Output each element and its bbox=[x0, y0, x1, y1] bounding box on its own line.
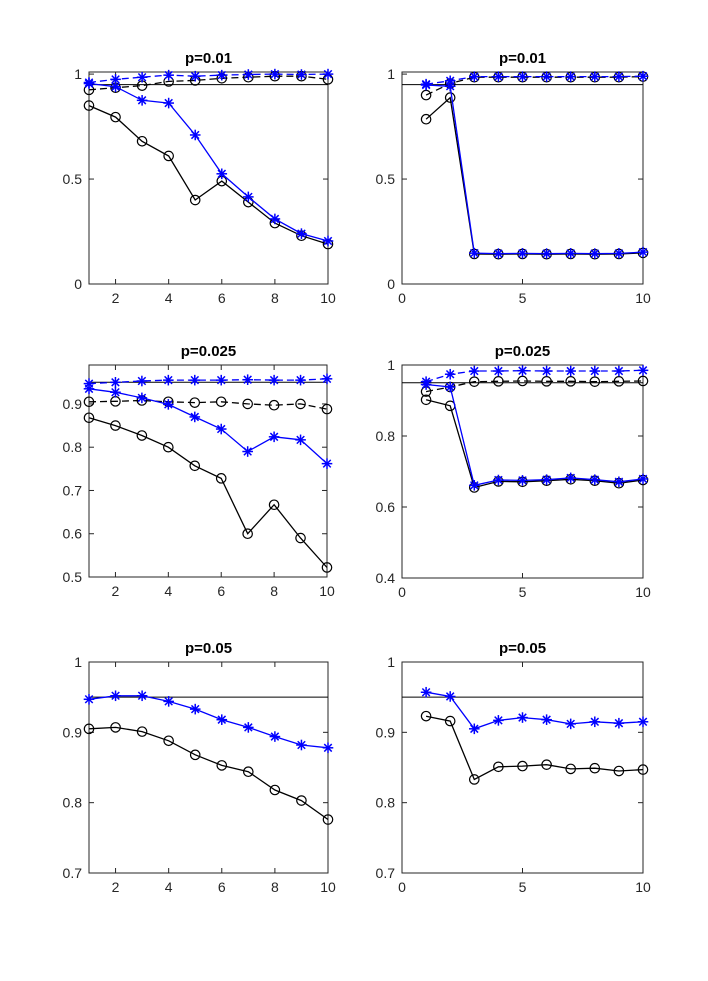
asterisk-marker bbox=[110, 387, 121, 398]
asterisk-marker bbox=[493, 475, 504, 486]
x-tick-label: 8 bbox=[270, 879, 279, 895]
series-line bbox=[426, 692, 643, 729]
axis-box bbox=[402, 365, 643, 578]
asterisk-marker bbox=[541, 366, 552, 377]
y-tick-label: 0.9 bbox=[62, 724, 82, 741]
y-tick-label: 0.6 bbox=[62, 525, 82, 542]
series-blue-asterisks-solid bbox=[421, 687, 649, 734]
x-tick-label: 10 bbox=[635, 584, 651, 600]
asterisk-marker bbox=[190, 704, 201, 715]
series-line bbox=[89, 727, 328, 819]
asterisk-marker bbox=[110, 690, 121, 701]
asterisk-marker bbox=[323, 69, 334, 80]
axis-box bbox=[402, 662, 643, 873]
y-tick-label: 0.5 bbox=[375, 171, 395, 188]
asterisk-marker bbox=[517, 475, 528, 486]
asterisk-marker bbox=[445, 382, 456, 393]
series-black-circles-dashed bbox=[84, 71, 332, 94]
x-tick-label: 0 bbox=[398, 584, 406, 600]
asterisk-marker bbox=[614, 366, 625, 377]
asterisk-marker bbox=[270, 69, 281, 80]
y-tick-label: 0.9 bbox=[62, 395, 82, 412]
asterisk-marker bbox=[296, 740, 307, 751]
asterisk-marker bbox=[638, 71, 649, 82]
subplot-p0025-left bbox=[63, 343, 335, 599]
subplot-p005-left bbox=[63, 640, 336, 895]
series-line bbox=[426, 400, 643, 488]
asterisk-marker bbox=[243, 192, 254, 203]
asterisk-marker bbox=[493, 248, 504, 259]
x-tick-label: 5 bbox=[518, 290, 527, 306]
asterisk-marker bbox=[242, 374, 253, 385]
plot-title: p=0.01 bbox=[498, 50, 547, 67]
series-line bbox=[426, 77, 643, 96]
series-line bbox=[426, 98, 643, 255]
series-line bbox=[89, 401, 327, 410]
asterisk-marker bbox=[565, 248, 576, 259]
x-tick-label: 4 bbox=[164, 879, 173, 895]
asterisk-marker bbox=[270, 731, 281, 742]
asterisk-marker bbox=[565, 719, 576, 730]
asterisk-marker bbox=[565, 366, 576, 377]
asterisk-marker bbox=[84, 77, 95, 88]
asterisk-marker bbox=[565, 71, 576, 82]
asterisk-marker bbox=[84, 694, 95, 705]
circle-marker bbox=[421, 711, 430, 720]
asterisk-marker bbox=[137, 376, 148, 387]
x-tick-label: 10 bbox=[635, 879, 651, 895]
asterisk-marker bbox=[638, 474, 649, 485]
asterisk-marker bbox=[469, 71, 480, 82]
asterisk-marker bbox=[323, 236, 334, 247]
y-tick-label: 1 bbox=[387, 654, 395, 670]
asterisk-marker bbox=[163, 70, 174, 81]
asterisk-marker bbox=[541, 248, 552, 259]
asterisk-marker bbox=[638, 716, 649, 727]
asterisk-marker bbox=[590, 71, 601, 82]
y-tick-label: 0.7 bbox=[62, 482, 82, 499]
y-tick-label: 0.6 bbox=[375, 499, 395, 515]
asterisk-marker bbox=[517, 712, 528, 723]
asterisk-marker bbox=[493, 715, 504, 726]
x-tick-label: 2 bbox=[111, 879, 120, 895]
asterisk-marker bbox=[216, 424, 227, 435]
series-black-circles-solid bbox=[84, 723, 332, 825]
asterisk-marker bbox=[190, 71, 201, 82]
asterisk-marker bbox=[469, 724, 480, 735]
y-tick-label: 0.9 bbox=[375, 724, 395, 741]
y-tick-label: 0.5 bbox=[62, 171, 82, 188]
asterisk-marker bbox=[322, 458, 333, 469]
series-line bbox=[89, 389, 327, 464]
asterisk-marker bbox=[590, 248, 601, 259]
asterisk-marker bbox=[517, 365, 528, 376]
x-tick-label: 0 bbox=[398, 290, 406, 306]
asterisk-marker bbox=[243, 722, 254, 733]
asterisk-marker bbox=[190, 130, 201, 141]
x-tick-label: 4 bbox=[164, 290, 173, 306]
series-line bbox=[426, 85, 643, 254]
series-blue-asterisks-solid bbox=[84, 690, 334, 753]
y-tick-label: 0.8 bbox=[375, 428, 395, 444]
asterisk-marker bbox=[590, 474, 601, 485]
subplot-p0025-right bbox=[376, 343, 651, 600]
x-tick-label: 10 bbox=[320, 290, 336, 306]
asterisk-marker bbox=[323, 743, 334, 754]
series-line bbox=[89, 696, 328, 748]
y-tick-label: 1 bbox=[74, 654, 82, 670]
x-tick-label: 10 bbox=[320, 879, 336, 895]
asterisk-marker bbox=[469, 480, 480, 491]
asterisk-marker bbox=[421, 376, 432, 387]
asterisk-marker bbox=[322, 374, 333, 385]
y-tick-label: 0.8 bbox=[62, 439, 82, 456]
subplot-p001-right bbox=[376, 50, 651, 306]
asterisk-marker bbox=[189, 375, 200, 386]
axis-box bbox=[89, 662, 328, 873]
x-tick-label: 0 bbox=[398, 879, 406, 895]
asterisk-marker bbox=[421, 687, 432, 698]
series-line bbox=[89, 84, 328, 242]
series-black-circles-solid bbox=[84, 413, 331, 572]
subplot-p001-left bbox=[63, 50, 336, 306]
asterisk-marker bbox=[614, 71, 625, 82]
asterisk-marker bbox=[590, 366, 601, 377]
asterisk-marker bbox=[614, 718, 625, 729]
y-tick-label: 0.8 bbox=[375, 794, 395, 811]
y-tick-label: 0.7 bbox=[62, 865, 82, 881]
x-tick-label: 6 bbox=[217, 583, 226, 599]
asterisk-marker bbox=[614, 248, 625, 259]
asterisk-marker bbox=[445, 691, 456, 702]
asterisk-marker bbox=[638, 365, 649, 376]
x-tick-label: 4 bbox=[164, 583, 173, 599]
series-line bbox=[426, 716, 643, 779]
asterisk-marker bbox=[189, 412, 200, 423]
plot-title: p=0.05 bbox=[498, 640, 547, 657]
x-tick-label: 2 bbox=[111, 583, 120, 599]
asterisk-marker bbox=[565, 473, 576, 484]
asterisk-marker bbox=[137, 393, 148, 404]
asterisk-marker bbox=[137, 72, 148, 83]
asterisk-marker bbox=[614, 476, 625, 487]
series-blue-asterisks-solid bbox=[84, 383, 333, 468]
x-tick-label: 6 bbox=[217, 290, 226, 306]
asterisk-marker bbox=[137, 95, 148, 106]
asterisk-marker bbox=[243, 69, 254, 80]
asterisk-marker bbox=[270, 214, 281, 225]
axis-box bbox=[89, 72, 328, 284]
y-tick-label: 1 bbox=[387, 66, 395, 83]
asterisk-marker bbox=[242, 446, 253, 457]
asterisk-marker bbox=[163, 98, 174, 109]
x-tick-label: 8 bbox=[270, 583, 279, 599]
asterisk-marker bbox=[84, 378, 95, 389]
y-tick-label: 0.5 bbox=[62, 569, 82, 585]
asterisk-marker bbox=[445, 76, 456, 87]
axis-box bbox=[89, 365, 327, 577]
asterisk-marker bbox=[517, 248, 528, 259]
x-tick-label: 10 bbox=[319, 583, 335, 599]
series-black-circles-solid bbox=[84, 101, 332, 249]
asterisk-marker bbox=[216, 714, 227, 725]
series-blue-asterisks-solid bbox=[84, 78, 334, 246]
x-tick-label: 5 bbox=[518, 879, 527, 895]
plot-title: p=0.025 bbox=[180, 343, 237, 360]
y-tick-label: 0.8 bbox=[62, 794, 82, 811]
x-tick-label: 10 bbox=[635, 290, 651, 306]
asterisk-marker bbox=[269, 375, 280, 386]
plot-title: p=0.05 bbox=[184, 640, 233, 657]
y-tick-label: 0.7 bbox=[375, 865, 395, 881]
x-tick-label: 8 bbox=[270, 290, 279, 306]
asterisk-marker bbox=[541, 71, 552, 82]
asterisk-marker bbox=[445, 369, 456, 380]
x-tick-label: 2 bbox=[111, 290, 120, 306]
asterisk-marker bbox=[110, 377, 121, 388]
asterisk-marker bbox=[421, 79, 432, 90]
y-tick-label: 1 bbox=[387, 357, 395, 373]
asterisk-marker bbox=[295, 435, 306, 446]
asterisk-marker bbox=[541, 474, 552, 485]
asterisk-marker bbox=[137, 690, 148, 701]
asterisk-marker bbox=[469, 248, 480, 259]
asterisk-marker bbox=[216, 375, 227, 386]
asterisk-marker bbox=[163, 375, 174, 386]
asterisk-marker bbox=[216, 169, 227, 180]
asterisk-marker bbox=[269, 432, 280, 443]
asterisk-marker bbox=[493, 71, 504, 82]
series-line bbox=[89, 379, 327, 384]
series-blue-asterisks-solid bbox=[421, 379, 649, 490]
series-line bbox=[426, 370, 643, 381]
series-line bbox=[89, 74, 328, 82]
asterisk-marker bbox=[493, 366, 504, 377]
y-tick-label: 0 bbox=[74, 276, 82, 292]
asterisk-marker bbox=[296, 228, 307, 239]
x-tick-label: 5 bbox=[518, 584, 527, 600]
plot-title: p=0.01 bbox=[184, 50, 233, 67]
asterisk-marker bbox=[517, 71, 528, 82]
plot-title: p=0.025 bbox=[494, 343, 551, 360]
series-blue-asterisks-dashed bbox=[84, 374, 333, 389]
asterisk-marker bbox=[163, 696, 174, 707]
circle-marker bbox=[421, 115, 430, 124]
series-black-circles-dashed bbox=[84, 396, 331, 414]
x-tick-label: 6 bbox=[217, 879, 226, 895]
series-line bbox=[89, 106, 328, 245]
asterisk-marker bbox=[216, 70, 227, 81]
asterisk-marker bbox=[541, 714, 552, 725]
asterisk-marker bbox=[590, 716, 601, 727]
series-line bbox=[89, 418, 327, 568]
series-blue-asterisks-solid bbox=[421, 80, 649, 259]
asterisk-marker bbox=[295, 375, 306, 386]
y-tick-label: 1 bbox=[74, 66, 82, 83]
y-tick-label: 0 bbox=[387, 276, 395, 292]
subplot-p005-right bbox=[376, 640, 651, 895]
asterisk-marker bbox=[638, 247, 649, 258]
asterisk-marker bbox=[296, 69, 307, 80]
y-tick-label: 0.4 bbox=[375, 570, 395, 586]
asterisk-marker bbox=[110, 74, 121, 85]
asterisk-marker bbox=[469, 366, 480, 377]
asterisk-marker bbox=[163, 399, 174, 410]
